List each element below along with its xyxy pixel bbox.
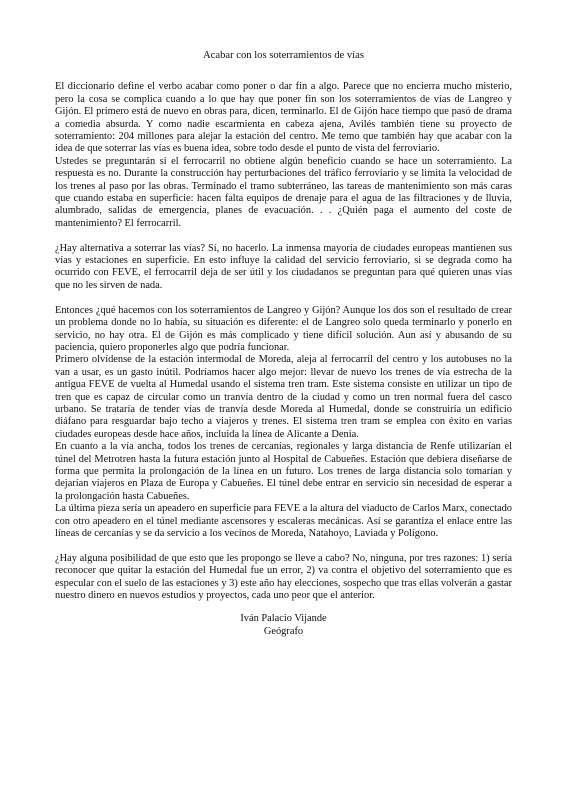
paragraph-6: En cuanto a la vía ancha, todos los trenes de cercanías, regionales y larga distancia de Renfe utilizarían el túnel del Metrotren hasta la futura estación junto al Hospital de Cabueñes. Estación que debiera diseñarse de forma que permita la prolongación de la línea en un futuro. Los trenes de larga distancia solo tomarían y dejarían viajeros en Plaza de Europa y Cabueñes. El túnel debe entrar en servicio sin necesidad de esperar a la prolongación hasta Cabueñes.: [55, 441, 512, 502]
paragraph-1: El diccionario define el verbo acabar como poner o dar fin a algo. Parece que no encierra mucho misterio, pero la cosa se complica cuando a lo que hay que poner fin son los soterramientos de vías de Langreo y Gijón. El primero está de nuevo en obras para, dicen, terminarlo. El de Gijón hace tiempo que pasó de drama a comedia absurda. Y como nadie escarmienta en cabeza ajena, Avilés también tiene su proyecto de soterramiento: 204 millones para alejar la estación del centro. Me temo que también hay que acabar con la idea de que soterrar las vías es buena idea, sobre todo desde el punto de vista del ferroviario.: [55, 81, 512, 155]
paragraph-2: Ustedes se preguntarán si el ferrocarril no obtiene algún beneficio cuando se hace un soterramiento. La respuesta es no. Durante la construcción hay perturbaciones del tráfico ferroviario y se limita la velocidad de los trenes al paso por las obras. Terminado el tramo subterráneo, las tareas de mantenimiento son más caras que cuando estaba en superficie: hacen falta equipos de drenaje para el agua de las filtraciones y de lluvia, alumbrado, salidas de emergencia, planes de evacuación. . . ¿Quién paga el aumento del coste de mantenimiento? El ferrocarril.: [55, 155, 512, 229]
document-title: Acabar con los soterramientos de vías: [203, 50, 364, 61]
paragraph-3: ¿Hay alternativa a soterrar las vías? Sí, no hacerlo. La inmensa mayoría de ciudades europeas mantienen sus vías y estaciones en superficie. En esto influye la calidad del servicio ferroviario, si se degrada como ha ocurrido con FEVE, el ferrocarril deja de ser útil y los ciudadanos se preguntan para qué quieren unas vías que no les sirven de nada.: [55, 242, 512, 291]
paragraph-5: Primero olvídense de la estación intermodal de Moreda, aleja al ferrocarril del centro y los autobuses no la van a usar, es un gasto inútil. Podríamos hacer algo mejor: llevar de nuevo los trenes de vía estrecha de la antigua FEVE de vuelta al Humedal usando el sistema tren tram. Este sistema consiste en utilizar un tipo de tren que es capaz de circular como un tranvía dentro de la ciudad y como un tren normal fuera del casco urbano. Se trataría de tender vías de tranvía desde Moreda al Humedal, donde se construiría un edificio diáfano para resguardar bajo techo a viajeros y trenes. El sistema tren tram se emplea con éxito en varias ciudades europeas desde hace años, incluida la línea de Alicante a Denia.: [55, 354, 512, 440]
author-role: Geógrafo: [263, 625, 304, 637]
author-name: Iván Palacio Vijande: [240, 613, 327, 625]
paragraph-7: La última pieza sería un apeadero en superficie para FEVE a la altura del viaducto de Carlos Marx, conectado con otro apeadero en el túnel mediante ascensores y escaleras mecánicas. Así se garantiza el enlace entre las líneas de cercanías y se da servicio a los vecinos de Moreda, Natahoyo, Laviada y Polígono.: [55, 503, 512, 539]
signature-block: [55, 613, 512, 638]
document-page: [55, 50, 512, 638]
paragraph-4: Entonces ¿qué hacemos con los soterramientos de Langreo y Gijón? Aunque los dos son el resultado de crear un problema donde no lo había, su situación es diferente: el de Langreo solo queda terminarlo y ponerlo en servicio, no hay otra. El de Gijón es más complicado y tiene difícil solución. Aun así y abusando de su paciencia, quiero proponerles algo que podría funcionar.: [55, 304, 512, 353]
paragraph-8: ¿Hay alguna posibilidad de que esto que les propongo se lleve a cabo? No, ninguna, por tres razones: 1) sería reconocer que quitar la estación del Humedal fue un error, 2) va contra el objetivo del soterramiento que es especular con el suelo de las estaciones y 3) este año hay elecciones, sospecho que tras ellas volverán a gastar nuestro dinero en nuevos estudios y proyectos, cada uno peor que el anterior.: [55, 552, 512, 602]
